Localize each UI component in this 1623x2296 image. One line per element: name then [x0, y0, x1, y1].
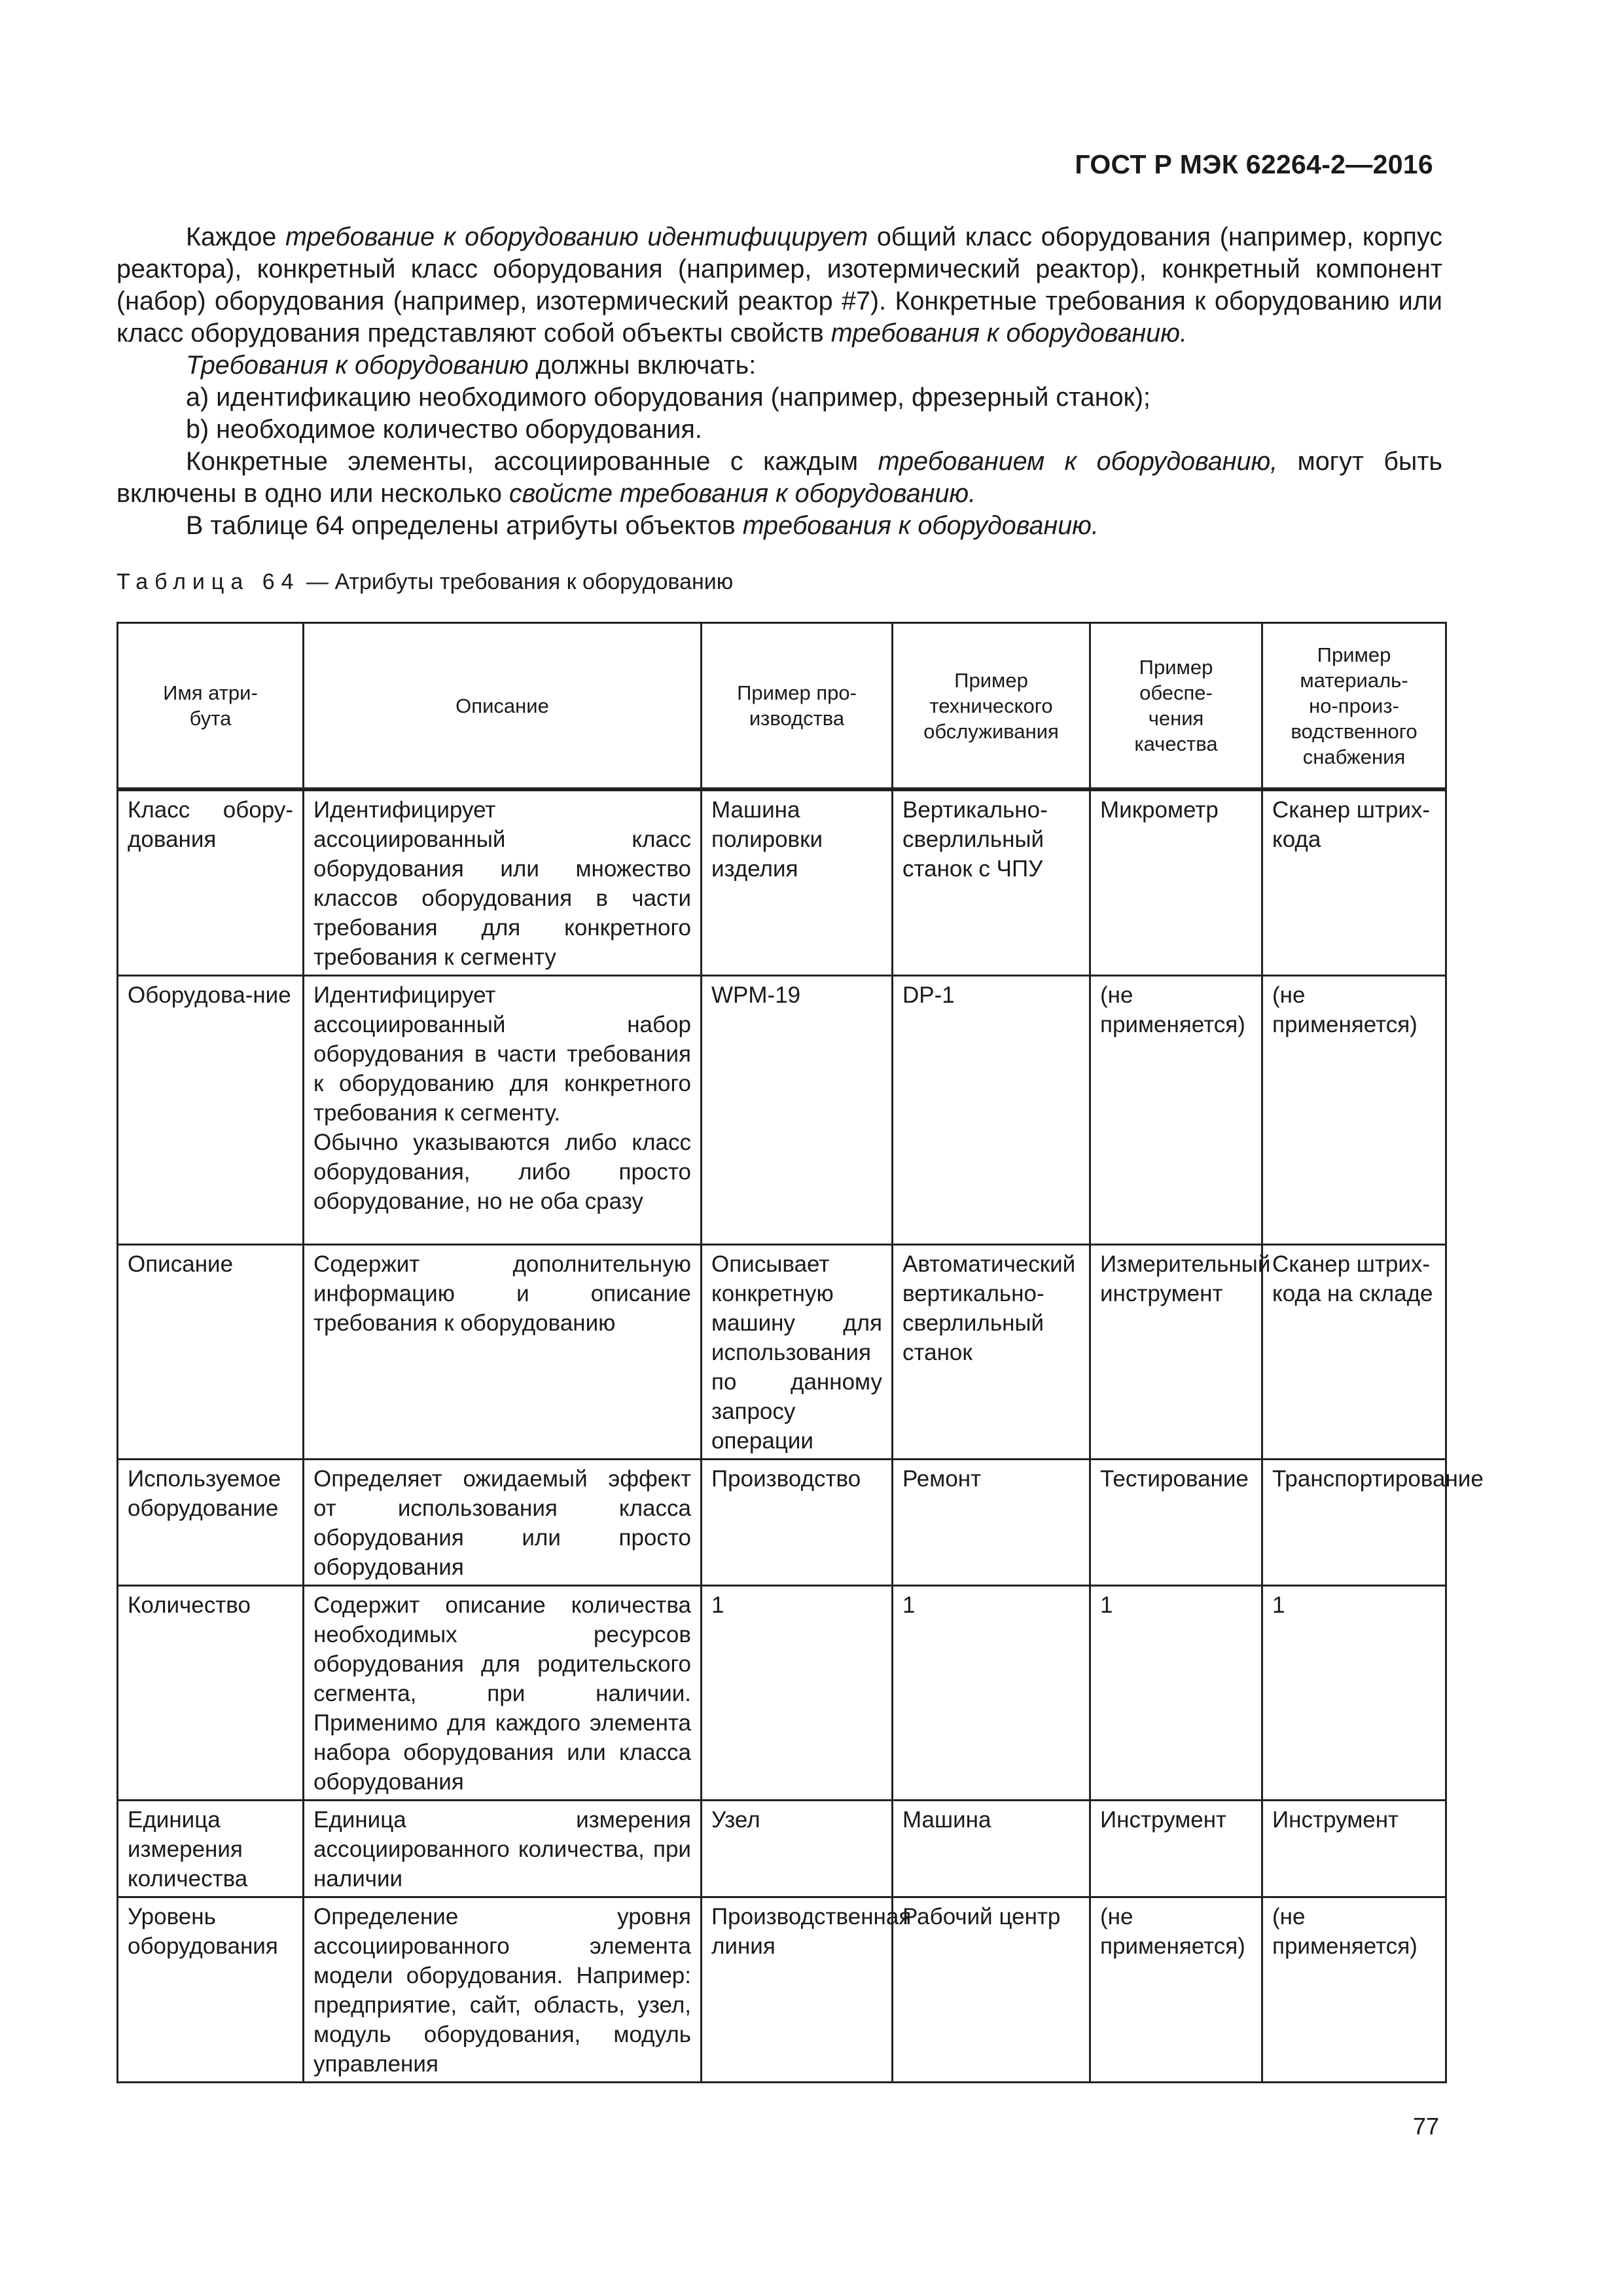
- header-cell: [1262, 623, 1446, 790]
- cell-description: Определяет ожидаемый эффект от использования класса оборудования или просто оборудования: [304, 1460, 702, 1586]
- list-item-b: b) необходимое количество оборудования.: [186, 415, 702, 444]
- cell-inventory: (не применяется): [1262, 976, 1446, 1245]
- cell-attribute-name: Количество: [118, 1586, 304, 1801]
- p3-italic-b: свойсте требования к оборудованию.: [508, 479, 976, 508]
- cell-maintenance: Ремонт: [893, 1460, 1090, 1586]
- paragraph-4: [116, 510, 1442, 542]
- table-row: [118, 1586, 1446, 1801]
- header-description: Описание: [455, 694, 549, 717]
- cell-production: 1: [702, 1586, 893, 1801]
- cell-attribute-name: Используемое оборудование: [118, 1460, 304, 1586]
- cell-maintenance: 1: [893, 1586, 1090, 1801]
- header-cell: [118, 623, 304, 790]
- table-row: [118, 976, 1446, 1245]
- paragraph-2: [116, 350, 1442, 382]
- p3-text-b: могут быть включены в одно или несколько: [116, 447, 1442, 508]
- table-caption-text: — Атрибуты требования к оборудованию: [300, 569, 734, 594]
- cell-production: Узел: [702, 1801, 893, 1897]
- cell-inventory: 1: [1262, 1586, 1446, 1801]
- cell-maintenance: DP-1: [893, 976, 1090, 1245]
- p3-text-a: Конкретные элементы, ассоциированные с каждым: [186, 447, 878, 476]
- cell-inventory: Транспортирование: [1262, 1460, 1446, 1586]
- header-attribute-name: Имя атри- бута: [163, 681, 258, 730]
- cell-attribute-name: Уровень оборудования: [118, 1897, 304, 2083]
- cell-maintenance: Вертикально-сверлильный станок с ЧПУ: [893, 789, 1090, 976]
- p4-text: В таблице 64 определены атрибуты объектов: [186, 511, 743, 540]
- cell-quality: 1: [1090, 1586, 1262, 1801]
- cell-attribute-name: Единица измерения количества: [118, 1801, 304, 1897]
- header-cell: [304, 623, 702, 790]
- table-header-row: [118, 623, 1446, 790]
- cell-quality: (не применяется): [1090, 1897, 1262, 2083]
- p1-italic-b: требования к оборудованию.: [830, 319, 1187, 348]
- cell-attribute-name: Оборудова-ние: [118, 976, 304, 1245]
- table-row: [118, 1460, 1446, 1586]
- cell-attribute-name: Класс обору-дования: [118, 789, 304, 976]
- cell-description: Идентифицирует ассоциированный набор оборудования в части требования к оборудованию для конкретного требования к сегменту. Обычно указываются либо класс оборудования, либо просто оборудование, но не оба сразу: [304, 976, 702, 1245]
- table-row: [118, 1801, 1446, 1897]
- standard-code-header: ГОСТ Р МЭК 62264-2—2016: [1075, 149, 1433, 179]
- header-cell: [893, 623, 1090, 790]
- p1-text-b: общий класс оборудования (например, корпус реактора), конкретный класс оборудования (например, изотермический реактор), конкретный компонент (набор) оборудования (например, изотермический реактор #7). Конкретные требования к оборудованию или класс оборудования представляют собой объекты свойств: [116, 223, 1442, 348]
- p4-italic: требования к оборудованию.: [742, 511, 1099, 540]
- cell-production: Машина полировки изделия: [702, 789, 893, 976]
- p2-italic: Требования к оборудованию: [186, 351, 529, 380]
- cell-inventory: Инструмент: [1262, 1801, 1446, 1897]
- body-text: [116, 221, 1442, 542]
- cell-description: Определение уровня ассоциированного элемента модели оборудования. Например: предприятие, сайт, область, узел, модуль оборудования, модуль управления: [304, 1897, 702, 2083]
- cell-maintenance: Рабочий центр: [893, 1897, 1090, 2083]
- attributes-table: [116, 622, 1484, 2083]
- table-row: [118, 1897, 1446, 2083]
- cell-production: Производственная линия: [702, 1897, 893, 2083]
- cell-quality: Инструмент: [1090, 1801, 1262, 1897]
- table-caption-label: Таблица 64: [116, 569, 300, 594]
- p1-text-a: Каждое: [186, 223, 286, 251]
- header-quality-example: Пример обеспе- чения качества: [1134, 656, 1218, 755]
- p1-italic-a: требование к оборудованию идентифицирует: [285, 223, 868, 251]
- cell-production: WPM-19: [702, 976, 893, 1245]
- page-number: 77: [1413, 2113, 1440, 2140]
- table-row: [118, 1245, 1446, 1460]
- cell-description: Идентифицирует ассоциированный класс оборудования или множество классов оборудования в части требования для конкретного требования к сегменту: [304, 789, 702, 976]
- cell-quality: (не применяется): [1090, 976, 1262, 1245]
- header-inventory-example: Пример материаль- но-произ- водственного снабжения: [1291, 643, 1418, 768]
- list-item-a: а) идентификацию необходимого оборудования (например, фрезерный станок);: [186, 383, 1150, 412]
- p2-text: должны включать:: [528, 351, 757, 380]
- cell-description: Содержит описание количества необходимых ресурсов оборудования для родительского сегмента, при наличии. Применимо для каждого элемента набора оборудования или класса оборудования: [304, 1586, 702, 1801]
- cell-description: Единица измерения ассоциированного количества, при наличии: [304, 1801, 702, 1897]
- header-cell: [702, 623, 893, 790]
- cell-inventory: Сканер штрих-кода на складе: [1262, 1245, 1446, 1460]
- cell-quality: Тестирование: [1090, 1460, 1262, 1586]
- table-row: [118, 789, 1446, 976]
- cell-inventory: (не применяется): [1262, 1897, 1446, 2083]
- cell-inventory: Сканер штрих-кода: [1262, 789, 1446, 976]
- header-cell: [1090, 623, 1262, 790]
- cell-maintenance: Автоматический вертикально-сверлильный станок: [893, 1245, 1090, 1460]
- header-maintenance-example: Пример технического обслуживания: [923, 668, 1059, 743]
- cell-maintenance: Машина: [893, 1801, 1090, 1897]
- header-production-example: Пример про- изводства: [737, 681, 857, 730]
- cell-description: Содержит дополнительную информацию и описание требования к оборудованию: [304, 1245, 702, 1460]
- table-caption: [116, 569, 733, 595]
- cell-production: Описывает конкретную машину для использования по данному запросу операции: [702, 1245, 893, 1460]
- paragraph-3: [116, 446, 1442, 510]
- paragraph-1: [116, 221, 1442, 350]
- cell-quality: Измерительный инструмент: [1090, 1245, 1262, 1460]
- cell-quality: Микрометр: [1090, 789, 1262, 976]
- cell-production: Производство: [702, 1460, 893, 1586]
- cell-attribute-name: Описание: [118, 1245, 304, 1460]
- p3-italic-a: требованием к оборудованию,: [878, 447, 1278, 476]
